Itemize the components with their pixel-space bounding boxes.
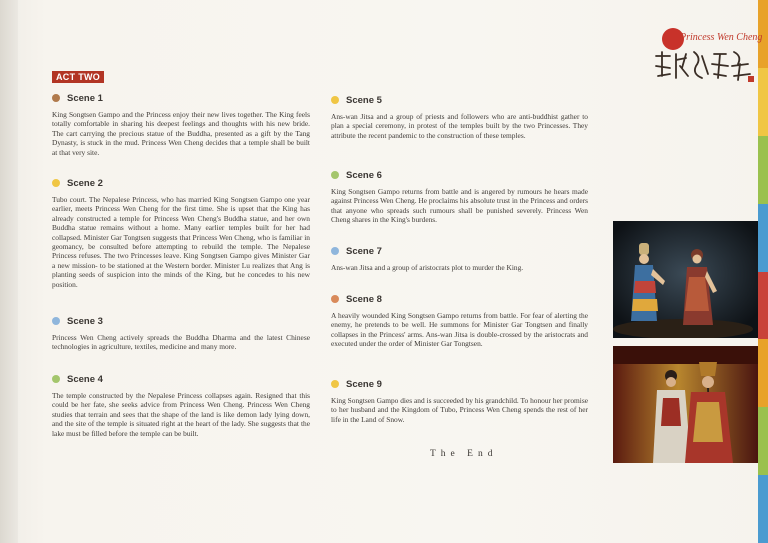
scene-3 xyxy=(52,314,310,352)
scene-dot-icon xyxy=(52,179,60,187)
scene-7 xyxy=(331,244,588,272)
scene-title: Scene 5 xyxy=(346,94,382,106)
scene-dot-icon xyxy=(52,317,60,325)
scene-title: Scene 6 xyxy=(346,169,382,181)
scene-dot-icon xyxy=(52,94,60,102)
act-label: ACT TWO xyxy=(52,71,104,83)
calligraphy-logo-icon xyxy=(652,46,758,86)
scene-dot-icon xyxy=(331,96,339,104)
scene-title: Scene 9 xyxy=(346,378,382,390)
scene-title: Scene 8 xyxy=(346,293,382,305)
dancers-image xyxy=(613,221,758,338)
king-image xyxy=(613,346,758,463)
scene-title: Scene 7 xyxy=(346,245,382,257)
scene-dot-icon xyxy=(331,295,339,303)
scene-description: King Songtsen Gampo returns from battle and is angered by rumours he hears made against Princess Wen Cheng. He proclaims his absolute trust in the Princess and orders that anyone who spreads such rumours shall be punished severely. Princess Wen Cheng shares in the King's burdens. xyxy=(331,187,588,225)
scene-dot-icon xyxy=(331,380,339,388)
stage-photo-king xyxy=(613,346,758,463)
page-binding xyxy=(0,0,18,543)
strip-segment xyxy=(758,339,768,407)
scene-description: Ans-wan Jitsa and a group of priests and followers who are anti-buddhist gather to plan a special ceremony, in protest of the temples built by the two Princesses. They attribute the recent pandemic to the construction of these temples. xyxy=(331,112,588,140)
scene-title: Scene 2 xyxy=(67,177,103,189)
scene-9 xyxy=(331,377,588,424)
scene-title: Scene 4 xyxy=(67,373,103,385)
production-logo xyxy=(650,26,763,98)
scene-5 xyxy=(331,93,588,140)
scene-description: King Songtsen Gampo dies and is succeeded by his grandchild. To honour her promise to her husband and the Kingdom of Tubo, Princess Wen Cheng spends the rest of her life in the Land of Snow. xyxy=(331,396,588,424)
strip-segment xyxy=(758,475,768,543)
scene-dot-icon xyxy=(331,171,339,179)
scene-dot-icon xyxy=(52,375,60,383)
strip-segment xyxy=(758,272,768,340)
scene-6 xyxy=(331,168,588,225)
scene-2 xyxy=(52,176,310,289)
strip-segment xyxy=(758,204,768,272)
scene-description: Princess Wen Cheng actively spreads the Buddha Dharma and the latest Chinese technologies in agriculture, textiles, medicine and many more. xyxy=(52,333,310,352)
scene-dot-icon xyxy=(331,247,339,255)
strip-segment xyxy=(758,407,768,475)
stage-photo-dancers xyxy=(613,221,758,338)
the-end-text: The End xyxy=(430,449,498,459)
scene-description: The temple constructed by the Nepalese Princess collapses again. Resigned that this could be her fate, she seeks advice from Princess Wen Cheng. Princess Wen Cheng studies that terrain and sees that the shape of the land is like demon lady lying down, and the site of the temple is situated right at the heart of the lady. She suggests that the lake must be filled before the temple can be built. xyxy=(52,391,310,438)
scene-title: Scene 1 xyxy=(67,92,103,104)
scene-description: Ans-wan Jitsa and a group of aristocrats plot to murder the King. xyxy=(331,263,524,272)
scene-description: Tubo court. The Nepalese Princess, who has married King Songtsen Gampo one year earlier, meets Princess Wen Cheng for the first time. She is upset that the King has already constructed a temple for Princess Wen Cheng's Buddha statue, and her own Buddha statue remains without a home. Many earlier temples built for her had collapsed. Minister Gar Tongtsen suggests that Princess Wen Cheng, who is familiar in geomancy, be consulted before attempting to rebuild the temple. The Nepalese Princess refuses. The two Princesses leave. King Songtsen Gampo gives Minister Gar a new mission- to be stationed at the Western border. Minister Lu realizes that Ang is planting seeds of suspicion into the minds of the King, but he concedes to his new position. xyxy=(52,195,310,289)
scene-description: A heavily wounded King Songtsen Gampo returns from battle. For fear of alerting the enemy, he pretends to be well. He summons for Minister Gar Tongtsen and finally collapses in the Princess' arms. Ans-wan Jitsa is double-crossed by the aristocrats and executed under the order of Minister Gar Tongtsen. xyxy=(331,311,588,349)
scene-1 xyxy=(52,91,310,157)
strip-segment xyxy=(758,136,768,204)
scene-8 xyxy=(331,292,588,349)
logo-title: Princess Wen Cheng xyxy=(680,32,763,43)
scene-description: King Songtsen Gampo and the Princess enjoy their new lives together. The King feels totally comfortable in sharing his deepest feelings and thoughts with his new bride. The cart carrying the precious statue of the Buddha, presented as a gift by the Tang Dynasty, is stuck in the mud. Princess Wen Cheng decides that a temple shall be built at that very site. xyxy=(52,110,310,157)
scene-4 xyxy=(52,372,310,438)
scene-title: Scene 3 xyxy=(67,315,103,327)
